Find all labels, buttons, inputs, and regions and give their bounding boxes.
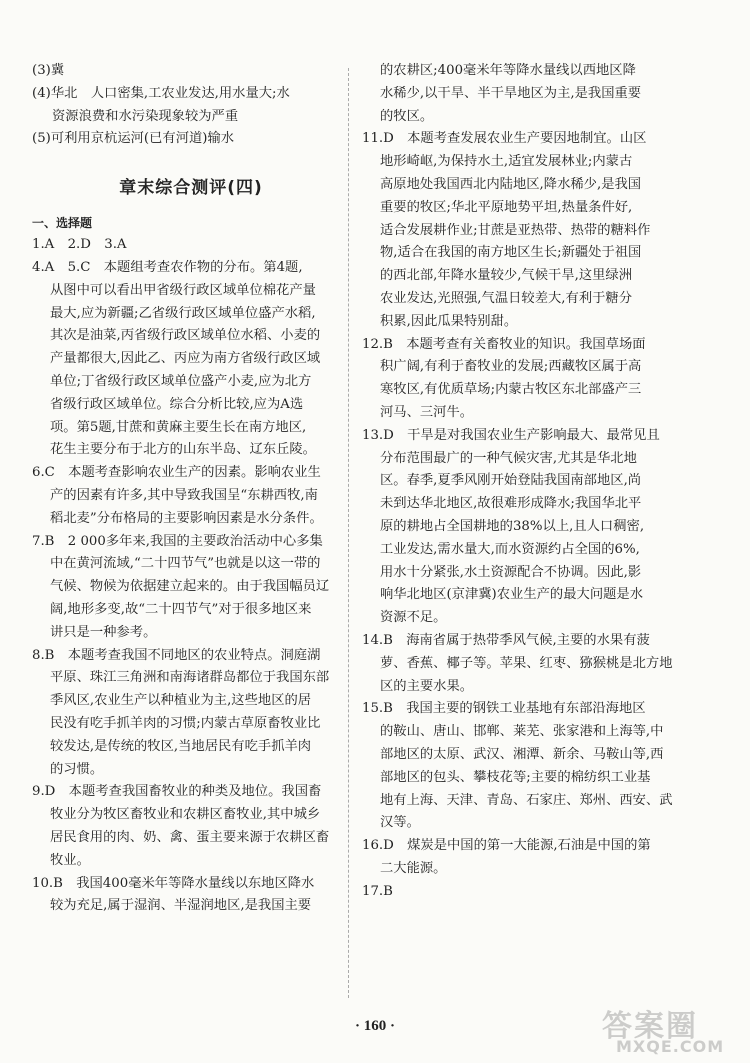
answer-line: 省级行政区域单位。综合分析比较,应为A选 — [50, 396, 304, 412]
answer-line: 9.D 本题考查我国畜牧业的种类及地位。我国畜 — [32, 784, 322, 800]
intro-line: (4)华北 人口密集,工农业发达,用水量大;水 — [32, 85, 290, 101]
answer-line: 项。第5题,甘蔗和黄麻主要生长在南方地区, — [50, 419, 307, 435]
answer-line: 11.D 本题考查发展农业生产要因地制宜。山区 — [362, 131, 647, 147]
answer-item — [32, 234, 350, 257]
answer-line: 1.A 2.D 3.A — [32, 237, 127, 253]
answer-line: 10.B 我国400毫米年等降水量线以东地区降水 — [32, 875, 315, 891]
answer-line: 产的因素有许多,其中导致我国呈“东耕西牧,南 — [50, 487, 318, 503]
answer-line: 阔,地形多变,故“二十四节气”对于很多地区来 — [50, 601, 312, 617]
answer-line: 其次是油菜,丙省级行政区域单位水稻、小麦的 — [50, 328, 321, 344]
answer-line: 响华北地区(京津冀)农业生产的最大问题是水 — [380, 587, 644, 603]
answer-line: 重要的牧区;华北平原地势平坦,热量条件好, — [380, 199, 633, 215]
answer-line: 汉等。 — [380, 815, 420, 831]
answer-line: 13.D 干旱是对我国农业生产影响最大、最常见且 — [362, 427, 660, 443]
watermark-text: 答案圈 — [602, 1009, 698, 1044]
answer-line: 15.B 我国主要的钢铁工业基地有东部沿海地区 — [362, 701, 646, 717]
answer-item — [362, 881, 694, 904]
answer-line: 积累,因此瓜果特别甜。 — [380, 313, 518, 329]
right-column — [362, 60, 694, 903]
answer-line: 较发达,是传统的牧区,当地居民有吃手抓羊肉 — [50, 738, 312, 754]
answer-line: 的牧区。 — [380, 108, 434, 124]
intro-block — [32, 60, 350, 151]
answer-line: 14.B 海南省属于热带季风气候,主要的水果有菠 — [362, 632, 650, 648]
answer-line: 资源不足。 — [380, 610, 447, 626]
answer-item — [362, 128, 694, 333]
answer-line: 积广阔,有利于畜牧业的发展;西藏牧区属于高 — [380, 359, 642, 375]
watermark-subtext: MXQE.COM — [616, 1037, 725, 1056]
answer-line: 牧业。 — [50, 852, 90, 868]
answer-line: 季风区,农业生产以种植业为主,这些地区的居 — [50, 693, 312, 709]
answer-item — [32, 781, 350, 872]
intro-line: (3)冀 — [32, 63, 65, 78]
answer-line: 气候、物候为依据建立起来的。由于我国幅员辽 — [50, 579, 330, 595]
answer-line: 工业发达,需水量大,而水资源约占全国的6%, — [380, 541, 640, 557]
answer-line: 萝、香蕉、椰子等。苹果、红枣、猕猴桃是北方地 — [380, 655, 673, 671]
answer-line: 4.A 5.C 本题组考查农作物的分布。第4题, — [32, 259, 303, 275]
answer-item — [362, 60, 694, 128]
answer-line: 牧业分为牧区畜牧业和农耕区畜牧业,其中城乡 — [50, 807, 321, 823]
answer-line: 的西北部,年降水量较少,气候干旱,这里绿洲 — [380, 268, 633, 284]
answer-item — [32, 645, 350, 782]
answer-item — [32, 462, 350, 530]
answer-line: 的农耕区;400毫米年等降水量线以西地区降 — [380, 63, 636, 78]
right-answer-list — [362, 60, 694, 903]
answer-line: 河马、三河牛。 — [380, 404, 474, 420]
answer-line: 部地区的包头、攀枝花等;主要的棉纺织工业基 — [380, 769, 651, 785]
answer-line: 物,适合在我国的南方地区生长;新疆处于祖国 — [380, 245, 642, 261]
answer-line: 部地区的太原、武汉、湘潭、新余、马鞍山等,西 — [380, 746, 664, 762]
answer-line: 农业发达,光照强,气温日较差大,有利于糖分 — [380, 290, 633, 306]
answer-line: 的鞍山、唐山、邯郸、莱芜、张家港和上海等,中 — [380, 724, 664, 740]
page-number: · 160 · — [354, 1018, 395, 1034]
answer-item — [362, 630, 694, 698]
answer-line: 花生主要分布于北方的山东半岛、辽东丘陵。 — [50, 442, 316, 458]
answer-item — [362, 835, 694, 881]
answer-item — [32, 873, 350, 919]
answer-line: 12.B 本题考查有关畜牧业的知识。我国草场面 — [362, 336, 646, 352]
answer-line: 分布范围最广的一种气候灾害,尤其是华北地 — [380, 450, 637, 466]
answer-item — [362, 698, 694, 835]
answer-line: 地有上海、天津、青岛、石家庄、郑州、西安、武 — [380, 792, 673, 808]
answer-item — [32, 257, 350, 462]
intro-line: 资源浪费和水污染现象较为严重 — [52, 108, 239, 124]
left-column — [32, 60, 350, 918]
answer-line: 用水十分紧张,水土资源配合不协调。因此,影 — [380, 564, 642, 580]
section-title: 章末综合测评(四) — [119, 178, 263, 199]
answer-line: 原的耕地占全国耕地的38%以上,且人口稠密, — [380, 518, 645, 534]
answer-line: 居民食用的肉、奶、禽、蛋主要来源于农耕区畜 — [50, 829, 330, 845]
left-answer-list — [32, 234, 350, 918]
answer-line: 讲只是一种参考。 — [50, 624, 157, 640]
answer-line: 6.C 本题考查影响农业生产的因素。影响农业生 — [32, 465, 321, 481]
answer-line: 民没有吃手抓羊肉的习惯;内蒙古草原畜牧业比 — [50, 715, 321, 731]
answer-line: 水稀少,以干旱、半干旱地区为主,是我国重要 — [380, 85, 642, 101]
answer-line: 最大,应为新疆;乙省级行政区域单位盛产水稻, — [50, 305, 316, 321]
intro-line: (5)可利用京杭运河(已有河道)输水 — [32, 131, 235, 147]
answer-line: 7.B 2 000多年来,我国的主要政治活动中心多集 — [32, 533, 323, 549]
answer-line: 二大能源。 — [380, 860, 447, 876]
answer-line: 区的主要水果。 — [380, 678, 474, 694]
answer-line: 从图中可以看出甲省级行政区域单位棉花产量 — [50, 282, 316, 298]
answer-line: 较为充足,属于湿润、半湿润地区,是我国主要 — [50, 898, 312, 914]
answer-line: 区。春季,夏季风刚开始登陆我国南部地区,尚 — [380, 473, 642, 489]
section-heading: 一、选择题 — [32, 216, 93, 231]
answer-line: 未到达华北地区,故很难形成降水;我国华北平 — [380, 496, 642, 512]
answer-line: 平原、珠江三角洲和南海诸群岛都位于我国东部 — [50, 670, 330, 686]
answer-line: 8.B 本题考查我国不同地区的农业特点。洞庭湖 — [32, 647, 321, 663]
answer-item — [362, 425, 694, 630]
answer-line: 适合发展耕作业;甘蔗是亚热带、热带的糖料作 — [380, 222, 651, 238]
answer-line: 单位;丁省级行政区域单位盛产小麦,应为北方 — [50, 373, 312, 389]
answer-item — [362, 334, 694, 425]
answer-line: 产量都很大,因此乙、丙应为南方省级行政区域 — [50, 351, 321, 367]
answer-line: 16.D 煤炭是中国的第一大能源,石油是中国的第 — [362, 838, 651, 854]
answer-line: 17.B — [362, 883, 393, 899]
answer-line: 地形崎岖,为保持水土,适宜发展林业;内蒙古 — [380, 154, 633, 170]
watermark-logo — [594, 999, 744, 1059]
answer-line: 稻北麦”分布格局的主要影响因素是水分条件。 — [50, 510, 323, 526]
answer-item — [32, 531, 350, 645]
answer-line: 高原地处我国西北内陆地区,降水稀少,是我国 — [380, 176, 642, 192]
answer-line: 中在黄河流域,“二十四节气”也就是以这一带的 — [50, 556, 321, 572]
answer-line: 寒牧区,有优质草场;内蒙古牧区东北部盛产三 — [380, 382, 642, 398]
answer-line: 的习惯。 — [50, 761, 104, 777]
